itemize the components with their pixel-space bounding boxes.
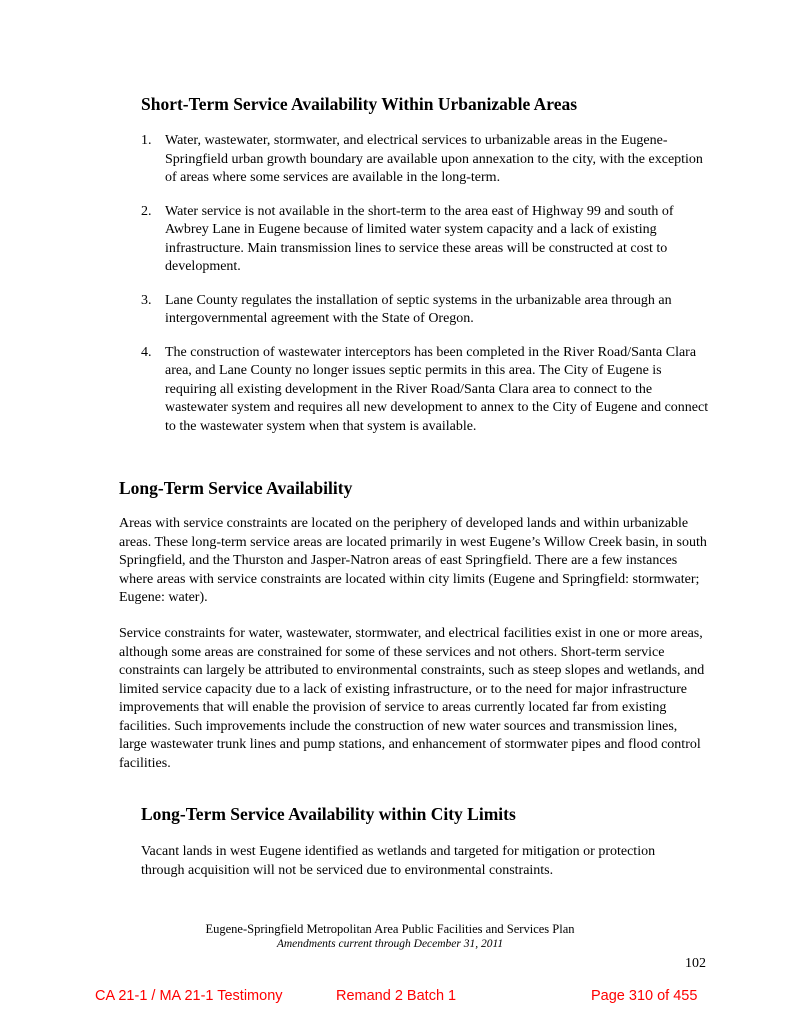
footer-amendments-note: Amendments current through December 31, 2011 <box>276 938 504 950</box>
list-item <box>141 344 716 437</box>
section-heading-short-term: Short-Term Service Availability Within Urbanizable Areas <box>141 94 578 114</box>
list-item-text: Lane County regulates the installation of septic systems in the urbanizable area through an intergovernmental agreement with the State of Oregon. <box>165 292 672 326</box>
city-limits-paragraph: Vacant lands in west Eugene identified as wetlands and targeted for mitigation or protection through acquisition will not be serviced due to environmental constraints. <box>141 844 656 878</box>
list-item-number: 2. <box>141 203 152 219</box>
section-heading-long-term: Long-Term Service Availability <box>119 478 353 498</box>
stamp-batch: Remand 2 Batch 1 <box>336 988 457 1004</box>
list-item <box>141 132 716 188</box>
section-heading-city-limits: Long-Term Service Availability within City Limits <box>141 804 516 824</box>
stamp-page-count: Page 310 of 455 <box>591 988 698 1004</box>
long-term-paragraph-1: Areas with service constraints are located on the periphery of developed lands and within urbanizable areas. These long-term service areas are located primarily in west Eugene’s Willow Creek basin, in south Springfield, and the Thurston and Jasper-Natron areas of east Springfield. There are a few instances where areas with service constraints are located within city limits (Eugene and Springfield: stormwater; Eugene: water). <box>119 516 707 605</box>
list-item-text: The construction of wastewater interceptors has been completed in the River Road/Santa Clara area, and Lane County no longer issues septic permits in this area. The City of Eugene is requiring all existing development in the River Road/Santa Clara area to connect to the wastewater system and requires all new development to annex to the City of Eugene and connect to the wastewater system when that system is available. <box>165 344 709 434</box>
list-item <box>141 292 716 329</box>
list-item <box>141 203 716 277</box>
long-term-paragraph-2: Service constraints for water, wastewater, stormwater, and electrical facilities exist in one or more areas, although some areas are constrained for some of these services and not others. Short-term service constraints can largely be attributed to environmental constraints, such as steep slopes and wetlands, and limited service capacity due to a lack of existing infrastructure, or to the need for major infrastructure improvements that will enable the provision of service to areas currently located far from existing facilities. Such improvements include the construction of new water sources and transmission lines, large wastewater trunk lines and pump stations, and enhancement of stormwater pipes and flood control facilities. <box>119 626 705 771</box>
list-item-text: Water, wastewater, stormwater, and electrical services to urbanizable areas in the Eugene-Springfield urban growth boundary are available upon annexation to the city, with the exception of areas where some services are available in the long-term. <box>165 133 703 185</box>
short-term-list <box>141 132 716 451</box>
list-item-number: 4. <box>141 344 152 360</box>
page-number: 102 <box>685 956 706 971</box>
list-item-number: 1. <box>141 133 152 148</box>
footer-plan-title: Eugene-Springfield Metropolitan Area Public Facilities and Services Plan <box>205 922 575 936</box>
list-item-number: 3. <box>141 292 152 308</box>
stamp-case-testimony: CA 21-1 / MA 21-1 Testimony <box>95 988 283 1004</box>
list-item-text: Water service is not available in the short-term to the area east of Highway 99 and south of Awbrey Lane in Eugene because of limited water system capacity and a lack of existing infrastructure. Main transmission lines to service these areas will be constructed at cost to development. <box>165 203 674 274</box>
